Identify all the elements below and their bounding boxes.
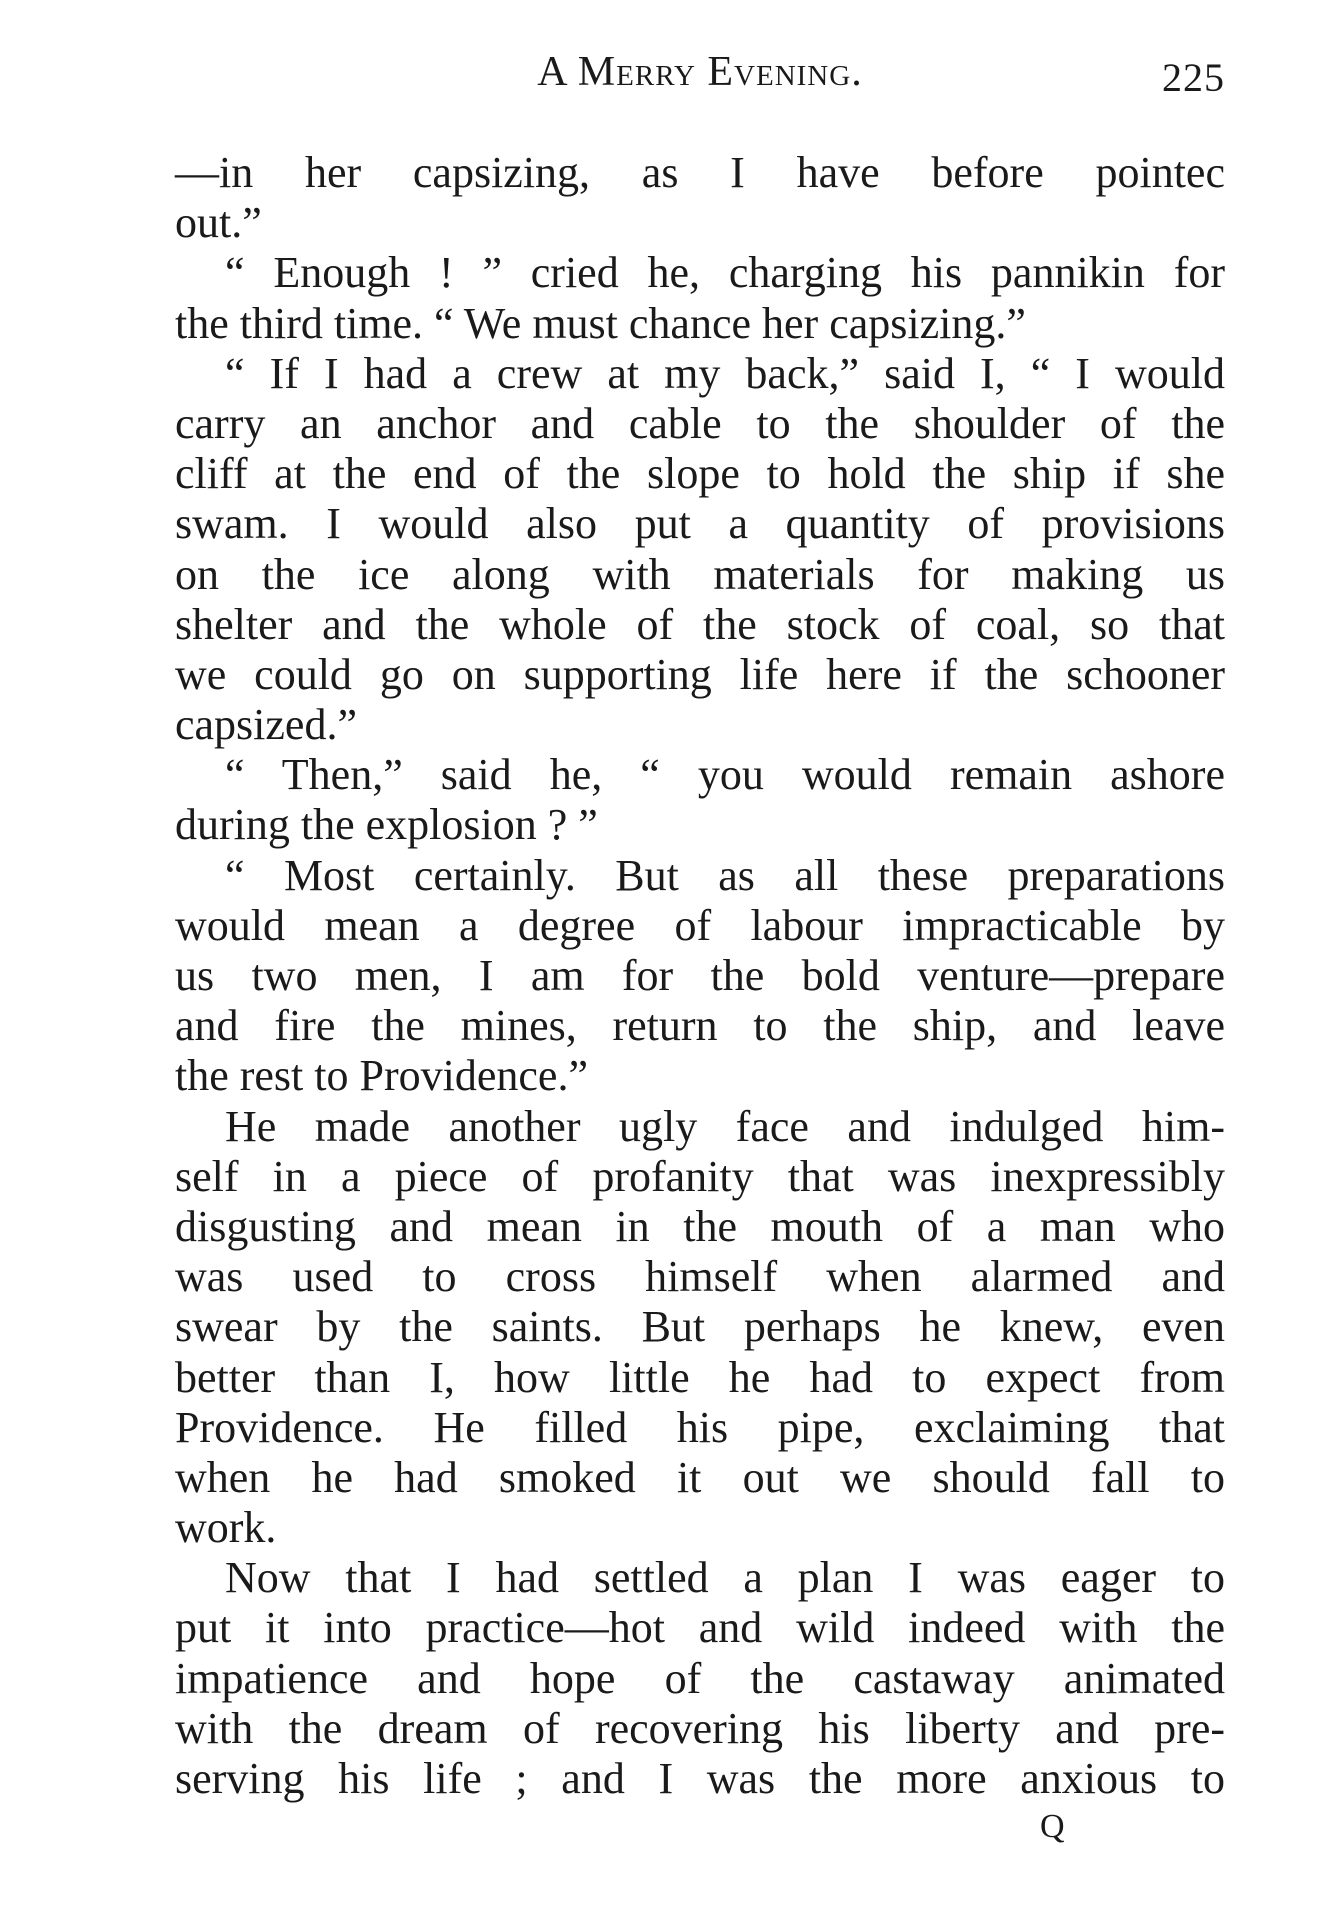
text-line: and fire the mines, return to the ship, and leave	[175, 1001, 1225, 1051]
text-line: self in a piece of profanity that was inexpressibly	[175, 1151, 1225, 1201]
text-line: capsized.”	[175, 700, 357, 750]
text-line: Providence. He filled his pipe, exclaiming that	[175, 1402, 1225, 1452]
text-line: would mean a degree of labour impracticable by	[175, 900, 1225, 950]
text-line: carry an anchor and cable to the shoulder of the	[175, 398, 1225, 448]
text-line: serving his life ; and I was the more anxious to	[175, 1754, 1225, 1803]
page-number: 225	[1162, 55, 1225, 100]
text-line: Now that I had settled a plan I was eager to	[225, 1553, 1225, 1603]
text-line: the rest to Providence.”	[175, 1051, 588, 1101]
body-text	[175, 148, 1225, 1804]
text-line: work.	[175, 1503, 277, 1553]
text-line: disgusting and mean in the mouth of a man who	[175, 1201, 1225, 1251]
text-line: “ Enough ! ” cried he, charging his pannikin for	[225, 248, 1225, 298]
text-line: —in her capsizing, as I have before pointec	[175, 148, 1225, 197]
text-line: during the explosion ? ”	[175, 800, 598, 850]
text-line: “ If I had a crew at my back,” said I, “ I would	[225, 348, 1225, 398]
text-line: out.”	[175, 198, 262, 248]
page-header	[175, 48, 1225, 108]
text-line: better than I, how little he had to expect from	[175, 1352, 1225, 1402]
text-line: on the ice along with materials for making us	[175, 549, 1225, 599]
text-line: was used to cross himself when alarmed and	[175, 1252, 1225, 1302]
text-line: swam. I would also put a quantity of provisions	[175, 499, 1225, 549]
text-line: cliff at the end of the slope to hold the ship if she	[175, 449, 1225, 499]
text-line: when he had smoked it out we should fall to	[175, 1452, 1225, 1502]
text-line: swear by the saints. But perhaps he knew, even	[175, 1302, 1225, 1352]
signature-mark: Q	[1040, 1808, 1065, 1845]
text-line: He made another ugly face and indulged him-	[225, 1101, 1225, 1151]
text-line: shelter and the whole of the stock of coal, so that	[175, 599, 1225, 649]
text-line: us two men, I am for the bold venture—prepare	[175, 951, 1225, 1000]
text-line: “ Most certainly. But as all these preparations	[225, 850, 1225, 900]
text-line: with the dream of recovering his liberty and pre-	[175, 1703, 1225, 1753]
running-title: A Merry Evening.	[537, 49, 863, 95]
text-line: the third time. “ We must chance her capsizing.”	[175, 298, 1026, 348]
text-line: impatience and hope of the castaway animated	[175, 1653, 1225, 1703]
text-line: “ Then,” said he, “ you would remain ashore	[225, 750, 1225, 800]
text-line: put it into practice—hot and wild indeed with the	[175, 1603, 1225, 1653]
text-line: we could go on supporting life here if the schooner	[175, 649, 1225, 699]
